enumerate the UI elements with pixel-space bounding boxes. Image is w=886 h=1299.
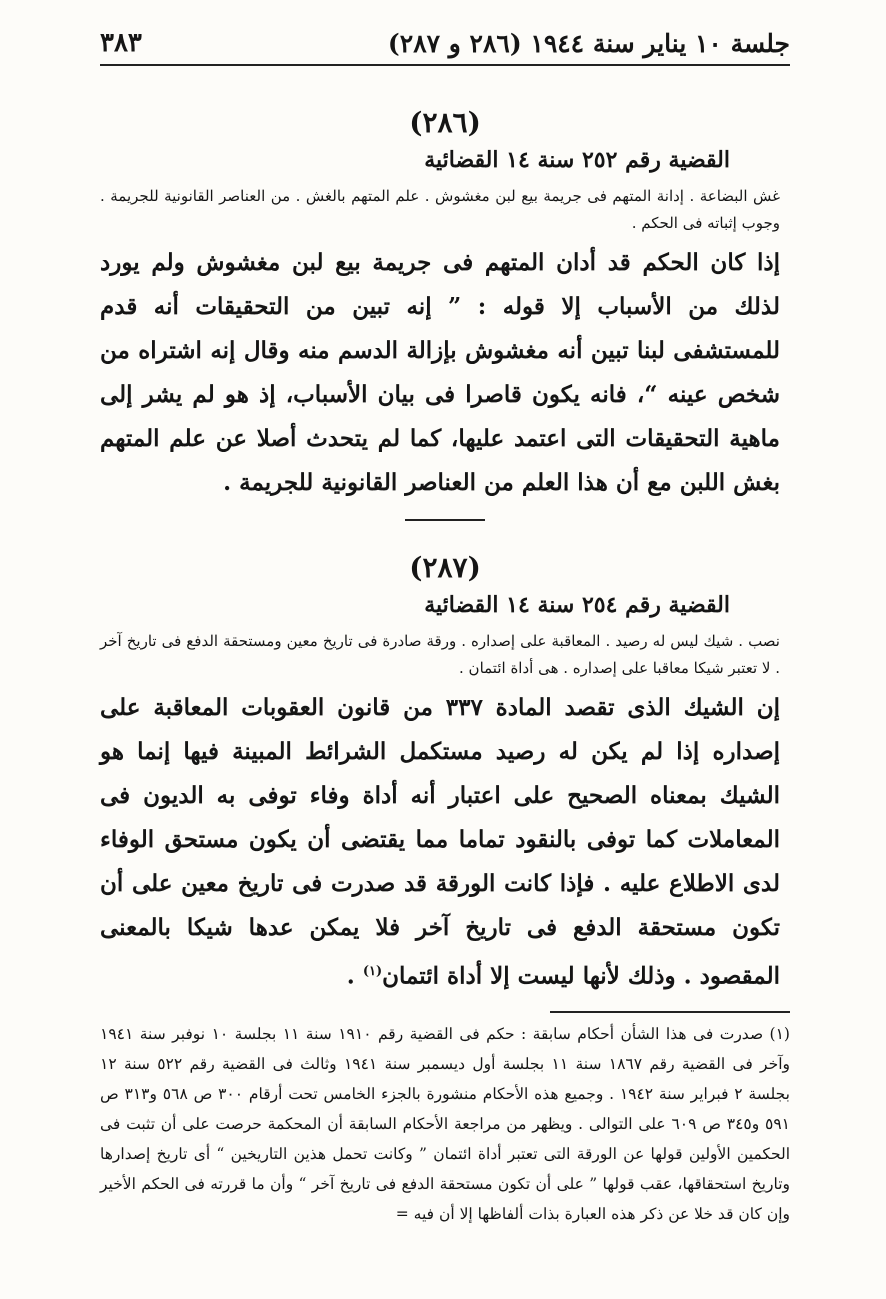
footnote: (١) صدرت فى هذا الشأن أحكام سابقة : حكم فى القضية رقم ١٩١٠ سنة ١١ بجلسة ١٠ نوفبر سنة ١٩٤١ وآخر فى القضية رقم ١٨٦٧ سنة ١١ بجلسة أول ديسمبر سنة ١٩٤١ وثالث فى القضية رقم ٥٢٢ سنة ١٢ بجلسة ٢ فبراير سنة ١٩٤٢ . وجميع هذه الأحكام منشورة بالجزء الخامس تحت أرقام ٣٠٠ ص ٥٦٨ و٣١٣ ص ٥٩١ و٣٤٥ ص ٦٠٩ على التوالى . ويظهر من مراجعة الأحكام السابقة أن المحكمة حرصت على أن تثبت فى الحكمين الأولين قولها عن الورقة التى تعتبر أداة ائتمان ” وكانت تحمل هذين التاريخين “ أى تاريخ إصدارها وتاريخ استحقاقها، عقب قولها ” على أن تكون مستحقة الدفع فى تاريخ آخر “ وأن ما قررته فى الحكم الأخير وإن كان قد خلا عن ذكر هذه العبارة بذات ألفاظها إلا أن فيه =: [100, 1024, 791, 1223]
case-summary: نصب . شيك ليس له رصيد . المعاقبة على إصداره . ورقة صادرة فى تاريخ معين ومستحقة الدفع فى تاريخ آخر . لا تعتبر شيكا معاقبا على إصداره . هى أداة ائتمان .: [100, 632, 780, 677]
page-header: [100, 28, 790, 66]
case-title: القضية رقم ٢٥٢ سنة ١٤ القضائية: [424, 147, 730, 173]
case-number: (٢٨٦): [409, 106, 481, 139]
footnote-reference: (١): [362, 964, 383, 979]
case-summary: غش البضاعة . إدانة المتهم فى جريمة بيع لبن مغشوش . علم المتهم بالغش . من العناصر القانونية للجريمة . وجوب إثباته فى الحكم .: [100, 187, 780, 232]
case-number: (٢٨٧): [409, 551, 481, 584]
case-body-text: إن الشيك الذى تقصد المادة ٣٣٧ من قانون العقوبات المعاقبة على إصداره إذا لم يكن له رصيد مستكمل الشرائط المبينة فيها إنما هو الشيك بمعناه الصحيح على اعتبار أنه أداة وفاء توفى به الديون فى المعاملات كما توفى بالنقود تماما مما يقتضى أن يكون مستحق الوفاء لدى الاطلاع عليه . فإذا كانت الورقة قد صدرت فى تاريخ معين على أن تكون مستحقة الدفع فى تاريخ آخر فلا يمكن عدها شيكا بالمعنى المقصود . وذلك لأنها ليست إلا أداة ائتمان: [100, 694, 780, 990]
case-title: القضية رقم ٢٥٤ سنة ١٤ القضائية: [424, 592, 730, 618]
case-body: [100, 686, 780, 999]
footnote-rule: [550, 1011, 790, 1013]
running-title: جلسة ١٠ يناير سنة ١٩٤٤ (٢٨٦ و ٢٨٧): [387, 29, 790, 58]
case-body: إذا كان الحكم قد أدان المتهم فى جريمة بيع لبن مغشوش ولم يورد لذلك من الأسباب إلا قوله : ” إنه تبين من التحقيقات أنه قدم للمستشفى لبنا تبين أنه مغشوش بإزالة الدسم منه وقال إنه اشتراه من شخص عينه “، فانه يكون قاصرا فى بيان الأسباب، إذ هو لم يشر إلى ماهية التحقيقات التى اعتمد عليها، كما لم يتحدث أصلا عن علم المتهم بغش اللبن مع أن هذا العلم من العناصر القانونية للجريمة .: [100, 249, 780, 496]
case-body-end: .: [346, 962, 363, 990]
page-number: ٣٨٣: [100, 28, 142, 58]
section-divider: [405, 519, 485, 521]
